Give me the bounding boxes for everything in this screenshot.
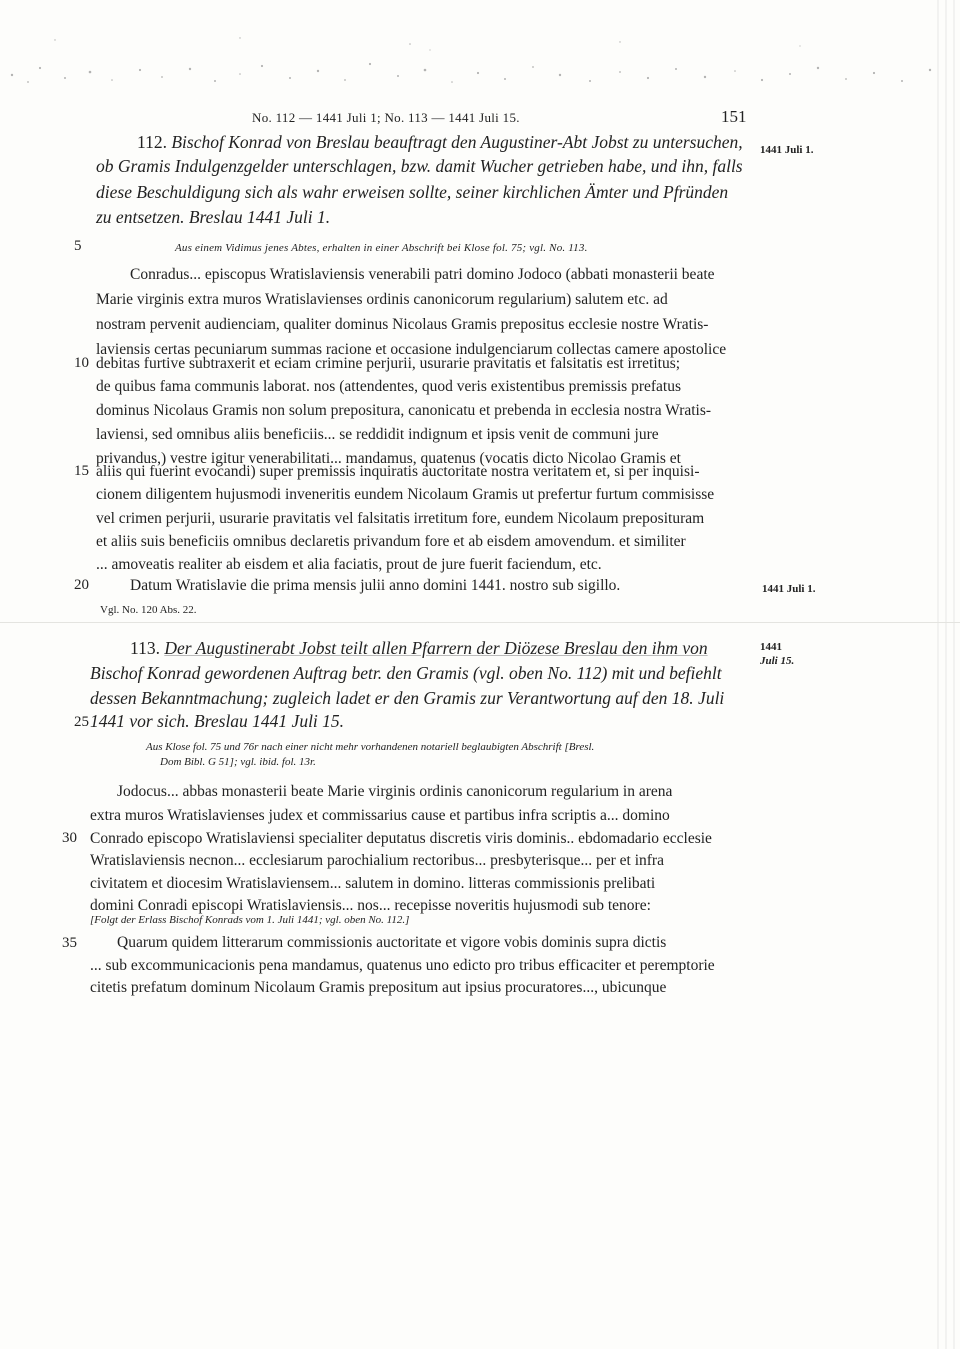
scan-noise [0,20,960,100]
line-number-35: 35 [62,935,77,951]
doc113-title-line-1 [130,640,708,658]
doc112-title-line-4: zu entsetzen. Breslau 1441 Juli 1. [96,207,331,227]
doc113-body-line-6: domini Conradi episcopi Wratislaviensis... nos... recepisse noveritis hujusmodi sub tenore: [90,897,651,914]
doc112-body-line-14: ... amoveatis realiter ab eisdem et alia faciatis, prout de jure fuerit faciendum, etc. [96,556,602,573]
doc113-body-line-8: ... sub excommunicacionis pena mandamus, quatenus uno edicto pro tribus efficaciter et peremptorie [90,957,715,974]
doc112-body-line-4: laviensis certas pecuniarum summas racione et occasione indulgenciarum collectas camere apostolice [96,341,727,358]
doc113-title-line-3: dessen Bekanntmachung; zugleich ladet er den Gramis zur Verantwortung auf den 18. Juli [90,688,725,708]
doc113-editorial-note: [Folgt der Erlass Bischof Konrads vom 1. Juli 1441; vgl. oben No. 112.] [90,914,410,926]
doc112-title-text: Bischof Konrad von Breslau beauftragt den Augustiner-Abt Jobst zu untersuchen, [171,132,743,152]
doc112-body-line-2: Marie virginis extra muros Wratislavienses ordinis canonicorum regularium) salutem etc. ad [96,291,668,308]
doc113-title-text: Der Augustinerabt Jobst teilt allen Pfarrern der Diözese Breslau den ihm von [164,638,708,658]
doc112-body-line-10: aliis qui fuerint evocandi) super premissis inquiratis auctoritate nostra veritatem et, si per inquisi- [96,463,700,480]
line-number-25: 25 [74,714,89,730]
doc113-margin-day: Juli 15. [760,655,795,667]
line-number-5: 5 [74,238,82,254]
doc112-body-line-13: et aliis suis beneficiis omnibus declaretis privandum fore et ab eisdem amovendum. et similiter [96,533,686,550]
doc112-body-line-11: cionem diligentem hujusmodi inveneritis eundem Nicolaum Gramis ut prefertur furtum commisisse [96,486,715,503]
doc112-title-line-2: ob Gramis Indulgenzgelder unterschlagen, bzw. damit Wucher getrieben habe, und ihn, falls [96,156,743,176]
page-number: 151 [721,107,747,126]
doc113-margin-year: 1441 [760,641,782,653]
doc113-title-line-4: 1441 vor sich. Breslau 1441 Juli 15. [90,711,345,731]
section-divider [0,622,960,623]
doc112-title-line-3: diese Beschuldigung sich als wahr erweisen sollte, seiner kirchlichen Ämter und Pfründen [96,182,729,202]
doc113-body-line-1: Jodocus... abbas monasterii beate Marie virginis ordinis canonicorum regularium in arena [117,783,673,800]
doc112-body-line-12: vel crimen perjurii, usurarie pravitatis vel falsitatis irretitum fore, eundem Nicolaum preposituram [96,510,705,527]
doc112-source-note: Aus einem Vidimus jenes Abtes, erhalten in einer Abschrift bei Klose fol. 75; vgl. No. 113. [175,242,588,254]
doc112-body-line-3: nostram pervenit audienciam, qualiter dominus Nicolaus Gramis prepositus ecclesie nostre Wratis- [96,316,709,333]
doc112-body-line-8: laviensi, sed omnibus aliis beneficiis... se reddidit indignum et ipsis venit de communi jure [96,426,659,443]
doc113-body-line-3: Conrado episcopo Wratislaviensi specialiter deputatus discretis viris dominis.. ebdomadario ecclesie [90,830,712,847]
doc113-body-line-5: civitatem et diocesim Wratislaviensem... salutem in domino. litteras commissionis prelibati [90,875,656,892]
doc112-title-line-1 [137,134,743,152]
doc112-body-line-5: debitas furtive subtraxerit et eciam crimine perjurii, usurarie pravitatis et falsitatis est irretitus; [96,355,681,372]
doc112-margin-date-2: 1441 Juli 1. [762,583,816,595]
doc113-body-line-9: citetis prefatum dominum Nicolaum Gramis prepositum aut ipsius procuratores..., ubicunque [90,979,667,996]
line-number-15: 15 [74,463,89,479]
line-number-10: 10 [74,355,89,371]
doc112-reference: Vgl. No. 120 Abs. 22. [100,604,197,616]
doc113-body-line-4: Wratislaviensis necnon... ecclesiarum parochialium rectoribus... presbyterisque... per et infra [90,852,664,869]
doc112-body-line-6: de quibus fama communis laborat. nos (attendentes, quod veris existentibus premissis prefatus [96,378,682,395]
doc113-source-line-2: Dom Bibl. G 51]; vgl. ibid. fol. 13r. [160,756,316,768]
doc113-body-line-2: extra muros Wratislavienses judex et commissarius cause et partibus infra scriptis a... domino [90,807,670,824]
doc113-number: 113. [130,638,160,658]
doc112-margin-date: 1441 Juli 1. [760,144,814,156]
doc112-body-line-15: Datum Wratislavie die prima mensis julii anno domini 1441. nostro sub sigillo. [130,577,621,594]
doc112-body-line-9: privandus,) vestre igitur venerabilitati... mandamus, quatenus (vocatis dicto Nicolao Gramis et [96,450,681,467]
line-number-20: 20 [74,577,89,593]
doc113-body-line-7: Quarum quidem litterarum commissionis auctoritate et vigore vobis dominis supra dictis [117,934,667,951]
running-header: No. 112 — 1441 Juli 1; No. 113 — 1441 Juli 15. [252,110,520,125]
doc112-body-line-1: Conradus... episcopus Wratislaviensis venerabili patri domino Jodoco (abbati monasterii beate [130,266,715,283]
scan-edge-noise [932,0,960,1349]
doc113-source-line-1: Aus Klose fol. 75 und 76r nach einer nicht mehr vorhandenen notariell beglaubigten Abschrift [Bresl. [146,741,595,753]
doc112-body-line-7: dominus Nicolaus Gramis non solum prepositura, canonicatu et prebenda in ecclesia nostra Wratis- [96,402,712,419]
line-number-30: 30 [62,830,77,846]
doc113-title-line-2: Bischof Konrad gewordenen Auftrag betr. den Gramis (vgl. oben No. 112) mit und befiehlt [90,663,722,683]
doc112-number: 112. [137,132,167,152]
